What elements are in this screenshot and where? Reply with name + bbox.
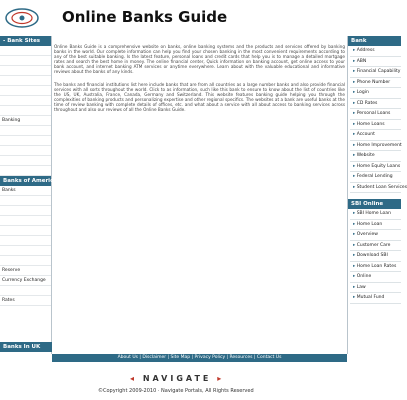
right-nav-item[interactable]: ▸ Student Loan Services	[350, 183, 401, 194]
right-nav-item[interactable]: ▸ Phone Number	[350, 78, 401, 89]
navigate-logo[interactable]	[130, 374, 224, 383]
right-nav-item[interactable]: ▸ Address	[350, 46, 401, 57]
right-nav-item[interactable]: ▸ Download SBI	[350, 251, 401, 262]
right-arrow-icon: ▸	[217, 374, 225, 383]
body-paragraph: The banks and financial institutions list here include banks that are from all countries as a large number banks and also provide financial services with all sorts throughout the world. Click to as information, such like this bank to ensure to know about the list of countries like the US, UK, Australia, France, Canada, Germany and Switzerland. This website features banking guide helping you through the complexities of banking products and personalizing expertise and other regional specifics. The websites at a bank are useful banks at the time of review banking with complete details of offices, etc. and what about a service with all about access to banking services across throughout and also our reviews of all the Online Banks Guide.	[54, 82, 345, 112]
left-nav-item[interactable]: Reserve	[0, 266, 51, 276]
right-nav-item[interactable]: ▸ Financial Capability	[350, 67, 401, 78]
left-section-header: Banks of America	[0, 176, 51, 186]
right-nav-item[interactable]: ▸ Federal Lending	[350, 172, 401, 183]
right-nav-item[interactable]: ▸ Home Loan Rates	[350, 262, 401, 273]
right-nav-item[interactable]: ▸ ABN	[350, 57, 401, 68]
right-nav-item[interactable]: ▸ Online	[350, 272, 401, 283]
right-nav-item[interactable]: ▸ Account	[350, 130, 401, 141]
right-nav-item[interactable]: ▸ SBI Home Loan	[350, 209, 401, 220]
right-nav-item[interactable]: ▸ Customer Care	[350, 241, 401, 252]
site-header	[0, 0, 400, 36]
left-nav-item[interactable]	[0, 146, 51, 156]
main-content	[52, 36, 347, 354]
right-nav-list	[348, 209, 401, 304]
right-nav-item[interactable]: ▸ Mutual Fund	[350, 293, 401, 304]
left-nav-item[interactable]	[0, 246, 51, 256]
right-section-header: Bank	[348, 36, 401, 46]
right-nav-item[interactable]: ▸ Personal Loans	[350, 109, 401, 120]
left-nav-item[interactable]	[0, 126, 51, 136]
left-nav-item[interactable]	[0, 286, 51, 296]
left-section-header: - Bank Sites	[0, 36, 51, 46]
left-nav-item[interactable]	[0, 96, 51, 106]
left-nav-item[interactable]	[0, 66, 51, 76]
right-nav-item[interactable]: ▸ Overview	[350, 230, 401, 241]
left-nav-item[interactable]	[0, 226, 51, 236]
right-nav-item[interactable]: ▸ Home Equity Loans	[350, 162, 401, 173]
left-nav-item[interactable]: Banking	[0, 116, 51, 126]
left-bottom-section	[0, 342, 52, 352]
footer-links[interactable]: About Us | Disclaimer | Site Map | Privacy Policy | Resources | Contact Us	[52, 354, 347, 362]
site-title: Online Banks Guide	[62, 8, 228, 26]
left-nav-item[interactable]	[0, 216, 51, 226]
left-nav-item[interactable]	[0, 256, 51, 266]
right-sidebar	[347, 36, 407, 354]
left-arrow-icon: ◂	[130, 374, 138, 383]
left-nav-item[interactable]	[0, 166, 51, 176]
left-nav-item[interactable]	[0, 236, 51, 246]
right-nav-item[interactable]: ▸ CD Rates	[350, 99, 401, 110]
right-section-header: SBI Online	[348, 199, 401, 209]
navigate-label: NAVIGATE	[142, 374, 212, 383]
left-nav-item[interactable]	[0, 46, 51, 56]
left-nav-item[interactable]	[0, 196, 51, 206]
left-nav-item[interactable]: Banks	[0, 186, 51, 196]
left-nav-list	[0, 46, 51, 176]
right-nav-list	[348, 46, 407, 193]
left-nav-item[interactable]: Currency Exchange	[0, 276, 51, 286]
left-sidebar	[0, 36, 58, 354]
right-nav-item[interactable]: ▸ Home Loans	[350, 120, 401, 131]
left-nav-item[interactable]	[0, 86, 51, 96]
left-nav-item[interactable]	[0, 136, 51, 146]
left-nav-item[interactable]	[0, 56, 51, 66]
left-nav-list	[0, 186, 51, 306]
left-nav-item[interactable]: Rates	[0, 296, 51, 306]
right-nav-item[interactable]: ▸ Home Loan	[350, 220, 401, 231]
right-nav-item[interactable]: ▸ Law	[350, 283, 401, 294]
left-nav-item[interactable]	[0, 76, 51, 86]
right-nav-item[interactable]: ▸ Website	[350, 151, 401, 162]
copyright-text: ©Copyright 2009-2010 · Navigate Portals, All Rights Reserved	[98, 388, 254, 394]
left-nav-item[interactable]	[0, 106, 51, 116]
left-nav-item[interactable]	[0, 206, 51, 216]
left-nav-item[interactable]	[0, 156, 51, 166]
left-section-header: Banks In UK	[0, 342, 52, 352]
site-logo[interactable]	[4, 5, 40, 31]
intro-paragraph: Online Banks Guide is a comprehensive website on banks, online banking systems and the products and services offered by banking banks in the world. Our complete information can help you find your chosen banking in the most convenient requirements according to any of the best suitable banking. Is the latest feature, personal loans and credit cards that help you is to manage a detailed mortgage rates and search the best home in money. The online financial center, Quick information on banking account, get online access to your bank account, and internet banking ATM services or anytime everywhere. Learn about with the valuable educational and informative reviews about the banks of any kinds.	[54, 44, 345, 74]
right-nav-item[interactable]: ▸ Home Improvement	[350, 141, 401, 152]
right-nav-item[interactable]: ▸ Login	[350, 88, 401, 99]
